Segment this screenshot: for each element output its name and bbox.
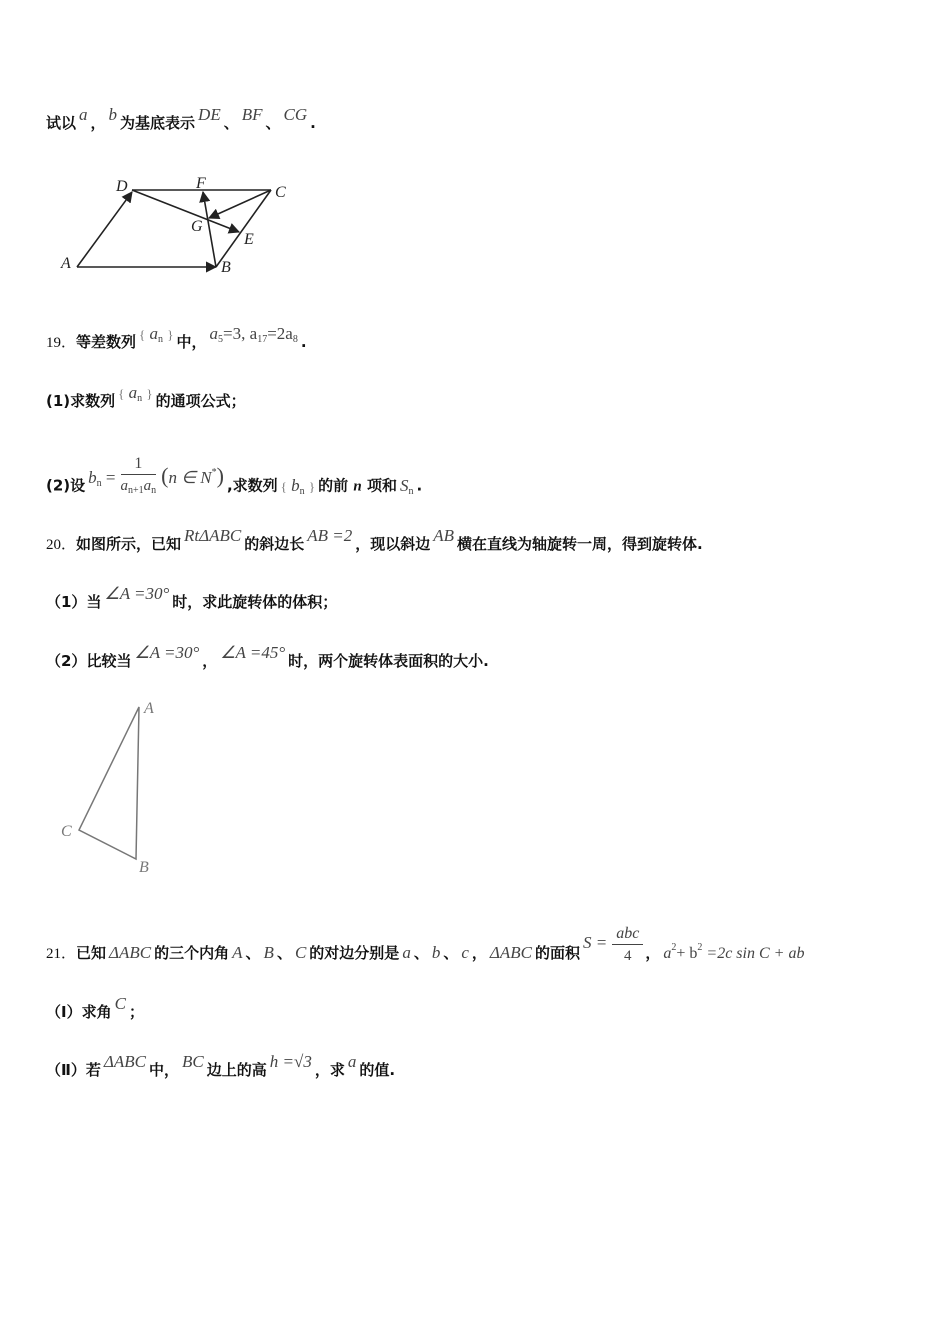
sequence-bn: { $b_n$ }	[280, 475, 316, 497]
q20-stem	[46, 526, 703, 555]
q20-part1	[46, 584, 338, 612]
label-b: B	[221, 259, 231, 276]
bn-definition: $b_n$ =	[88, 467, 116, 489]
math-angle: ∠A =30°	[104, 584, 170, 603]
q20-text4: 横在直线为轴旋转一周，得到旋转体.	[457, 535, 703, 553]
question-number: 21．	[46, 946, 77, 962]
q19-text2: 中，	[176, 333, 207, 351]
math-angle: ∠A =45°	[220, 643, 286, 662]
punct: ，	[471, 944, 487, 962]
label-f: F	[196, 175, 206, 192]
math-a: a	[79, 105, 88, 124]
q21-part2	[46, 1052, 396, 1080]
label-g: G	[191, 218, 203, 235]
label-a: A	[61, 255, 71, 272]
punct: 、	[276, 944, 292, 962]
q20-text2: 的斜边长	[244, 535, 305, 553]
punct: .	[310, 114, 316, 132]
q21-stem	[46, 925, 807, 975]
q20-part1-text: 当	[86, 593, 102, 611]
part-label: （Ⅱ）	[46, 1061, 86, 1079]
part-label: （2）	[46, 652, 87, 670]
q19-condition: $a_5=3$, $a_{17}=2a_8$	[209, 324, 298, 345]
vector-de: DE	[198, 105, 221, 124]
label-c: C	[275, 184, 286, 201]
edge-ad	[77, 192, 132, 267]
punct: ，	[90, 114, 106, 132]
q21-text3: 的对边分别是	[309, 944, 400, 962]
q19-part2	[46, 455, 423, 510]
math-rt-triangle: RtΔABC	[184, 526, 242, 545]
q19-part2-text3: 的前	[318, 476, 349, 495]
q21-part2-text4: ，求	[314, 1061, 345, 1079]
math-bc: BC	[182, 1052, 204, 1071]
q18-text: 试以	[46, 114, 77, 132]
label-c: C	[61, 823, 72, 840]
punct: 、	[223, 114, 239, 132]
q19-part2-text4: 项和	[367, 476, 398, 495]
math-b: b	[108, 105, 118, 124]
math-area-S: S =	[583, 933, 608, 952]
punct: ，	[202, 652, 218, 670]
q21-part2-text2: 中，	[149, 1061, 180, 1079]
triangle-figure	[55, 695, 175, 880]
sequence-an: { $a_n$ }	[139, 324, 174, 345]
domain-condition: (n ∈ N*)	[161, 462, 224, 488]
var-n: n	[353, 478, 362, 495]
q21-part2-text: 若	[85, 1061, 101, 1079]
math-C: C	[294, 943, 307, 962]
math-a: a	[347, 1052, 357, 1071]
q21-part1-text: 求角	[81, 1003, 112, 1021]
math-hypotenuse: AB =2	[307, 526, 353, 545]
label-a: A	[144, 700, 154, 717]
math-a: a	[402, 943, 411, 962]
punct: ；	[128, 1003, 144, 1021]
q21-text: 已知	[76, 944, 107, 962]
q21-text2: 的三个内角	[154, 944, 230, 962]
q19-stem	[46, 324, 307, 358]
question-number: 19．	[46, 335, 77, 351]
sequence-an: { $a_n$ }	[118, 383, 153, 404]
parallelogram-figure	[55, 170, 305, 280]
part-label: (1)	[46, 392, 71, 410]
math-C: C	[114, 994, 126, 1013]
q19-text: 等差数列	[76, 333, 137, 351]
punct: .	[416, 476, 423, 495]
q20-text3: ，现以斜边	[355, 535, 431, 553]
vector-bf: BF	[241, 105, 263, 124]
punct: .	[300, 333, 307, 351]
q21-part2-text3: 边上的高	[206, 1061, 267, 1079]
part-label: （Ⅰ）	[46, 1003, 82, 1021]
part-label: （1）	[46, 593, 87, 611]
q20-part2-text2: 时，两个旋转体表面积的大小.	[288, 652, 489, 670]
math-angle: ∠A =30°	[134, 643, 200, 662]
question-number: 20．	[46, 537, 77, 553]
q18-text-mid: 为基底表示	[120, 114, 196, 132]
q19-part2-text: 设	[70, 476, 86, 495]
math-triangle: ΔABC	[103, 1052, 146, 1071]
math-B: B	[263, 943, 274, 962]
q20-part1-text2: 时，求此旋转体的体积；	[172, 593, 338, 611]
punct: ，	[645, 944, 661, 962]
triangle-abc	[79, 707, 139, 859]
math-height: h =√3	[269, 1052, 312, 1071]
q21-part2-text5: 的值.	[359, 1061, 396, 1079]
sum-sn: $S_n$	[400, 475, 414, 497]
vector-bf-line	[203, 192, 216, 267]
math-c: c	[461, 943, 469, 962]
math-triangle: ΔABC	[109, 943, 152, 962]
q19-part1-text: 求数列	[70, 392, 116, 410]
label-d: D	[116, 178, 128, 195]
q20-part2-text: 比较当	[86, 652, 132, 670]
math-b: b	[431, 943, 441, 962]
math-triangle: ΔABC	[489, 943, 532, 962]
q19-part1	[46, 383, 246, 417]
q18-line	[46, 105, 316, 133]
q20-text: 如图所示，已知	[76, 535, 182, 553]
math-equation: $a^2+ b^2 =2c$ sin C + ab	[663, 942, 805, 962]
math-ab: AB	[433, 526, 455, 545]
punct: 、	[265, 114, 281, 132]
q21-text4: 的面积	[535, 944, 581, 962]
part-label: (2)	[46, 476, 71, 495]
q19-part1-text2: 的通项公式；	[155, 392, 246, 410]
punct: 、	[443, 944, 459, 962]
area-fraction: $\frac{\text{abc}}{4}$	[612, 924, 643, 967]
label-e: E	[244, 231, 254, 248]
punct: 、	[245, 944, 261, 962]
q19-part2-text2: ,求数列	[226, 476, 278, 495]
vector-cg: CG	[283, 105, 308, 124]
label-b: B	[139, 859, 149, 876]
punct: 、	[413, 944, 429, 962]
q21-part1	[46, 994, 144, 1022]
bn-fraction: $\frac{1}{a_{n+1}a_n}$	[120, 455, 157, 496]
q20-part2	[46, 643, 489, 671]
math-A: A	[232, 943, 243, 962]
